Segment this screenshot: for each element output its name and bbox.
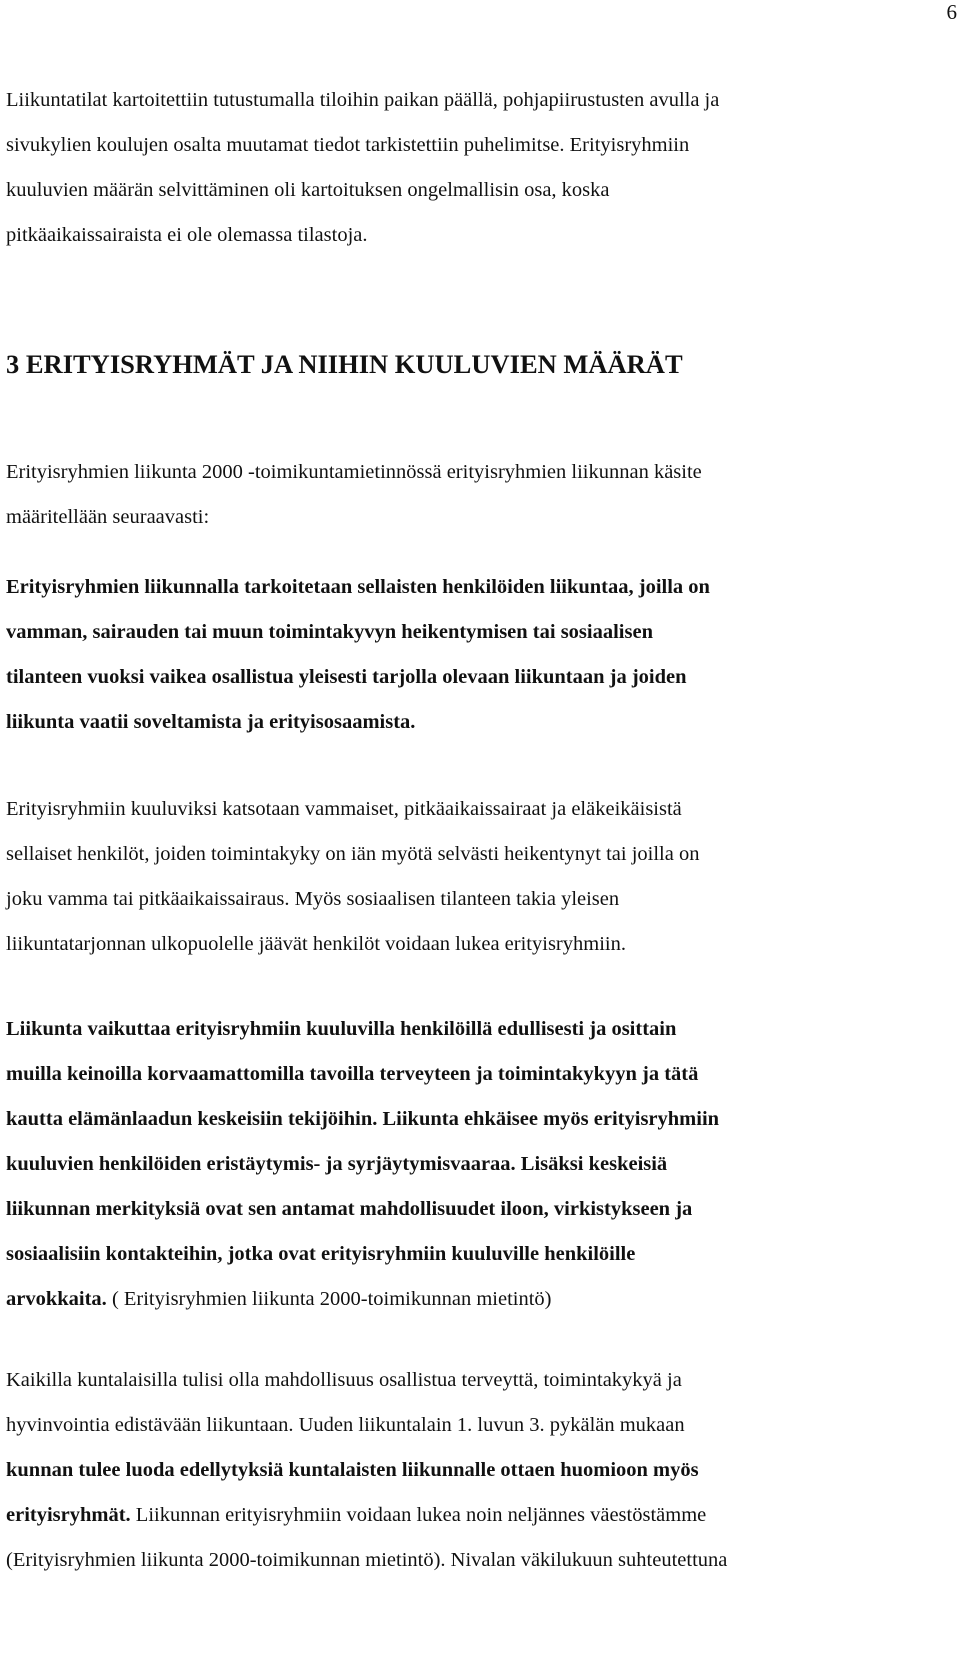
text-line: kunnan tulee luoda edellytyksiä kuntalaisten liikunnalle ottaen huomioon myös <box>6 1459 699 1481</box>
text-line: vamman, sairauden tai muun toimintakyvyn heikentymisen tai sosiaalisen <box>6 621 653 643</box>
text-line: kautta elämänlaadun keskeisiin tekijöihin. Liikunta ehkäisee myös erityisryhmiin <box>6 1108 720 1130</box>
text-line: tilanteen vuoksi vaikea osallistua yleisesti tarjolla olevaan liikuntaan ja joiden <box>6 666 687 688</box>
text-line: kuuluvien määrän selvittäminen oli kartoituksen ongelmallisin osa, koska <box>6 179 610 201</box>
definition-paragraph <box>6 565 946 745</box>
text-line: Kaikilla kuntalaisilla tulisi olla mahdollisuus osallistua terveyttä, toimintakykyä ja <box>6 1369 682 1391</box>
text-line: kuuluvien henkilöiden eristäytymis- ja syrjäytymisvaaraa. Lisäksi keskeisiä <box>6 1153 668 1175</box>
text-line: (Erityisryhmien liikunta 2000-toimikunnan mietintö). Nivalan väkilukuun suhteutettuna <box>6 1549 728 1571</box>
text-line <box>6 1493 946 1538</box>
text-line: hyvinvointia edistävään liikuntaan. Uuden liikuntalain 1. luvun 3. pykälän mukaan <box>6 1414 685 1436</box>
bold-text: arvokkaita. <box>6 1288 107 1310</box>
text-line: liikunnan merkityksiä ovat sen antamat mahdollisuudet iloon, virkistykseen ja <box>6 1198 693 1220</box>
text-line: sivukylien koulujen osalta muutamat tiedot tarkistettiin puhelimitse. Erityisryhmiin <box>6 134 690 156</box>
text-line: sosiaalisiin kontakteihin, jotka ovat erityisryhmiin kuuluville henkilöille <box>6 1243 636 1265</box>
normal-text: Liikunnan erityisryhmiin voidaan lukea noin neljännes väestöstämme <box>130 1504 707 1526</box>
intro-paragraph <box>6 78 946 258</box>
text-line: Erityisryhmien liikunta 2000 -toimikuntamietinnössä erityisryhmien liikunnan käsite <box>6 461 702 483</box>
text-line: muilla keinoilla korvaamattomilla tavoilla terveyteen ja toimintakykyyn ja tätä <box>6 1063 699 1085</box>
text-line: määritellään seuraavasti: <box>6 506 210 528</box>
benefits-paragraph <box>6 1007 946 1322</box>
members-paragraph <box>6 787 946 967</box>
definition-intro-paragraph <box>6 450 946 540</box>
law-paragraph <box>6 1358 946 1583</box>
text-line: Erityisryhmien liikunnalla tarkoitetaan sellaisten henkilöiden liikuntaa, joilla on <box>6 576 710 598</box>
page-number: 6 <box>946 0 957 24</box>
text-line: Erityisryhmiin kuuluviksi katsotaan vammaiset, pitkäaikaissairaat ja eläkeikäisistä <box>6 798 682 820</box>
text-line: pitkäaikaissairaista ei ole olemassa tilastoja. <box>6 224 368 246</box>
text-line: Liikuntatilat kartoitettiin tutustumalla tiloihin paikan päällä, pohjapiirustusten avulla ja <box>6 89 720 111</box>
text-line: joku vamma tai pitkäaikaissairaus. Myös sosiaalisen tilanteen takia yleisen <box>6 888 620 910</box>
text-line <box>6 1277 946 1322</box>
text-line: sellaiset henkilöt, joiden toimintakyky on iän myötä selvästi heikentynyt tai joilla on <box>6 843 700 865</box>
text-line: Liikunta vaikuttaa erityisryhmiin kuuluvilla henkilöillä edullisesti ja osittain <box>6 1018 677 1040</box>
text-line: liikuntatarjonnan ulkopuolelle jäävät henkilöt voidaan lukea erityisryhmiin. <box>6 933 626 955</box>
bold-text: erityisryhmät. <box>6 1504 131 1526</box>
citation-text: ( Erityisryhmien liikunta 2000-toimikunnan mietintö) <box>106 1288 552 1310</box>
text-line: liikunta vaatii soveltamista ja erityisosaamista. <box>6 711 416 733</box>
section-heading: 3 ERITYISRYHMÄT JA NIIHIN KUULUVIEN MÄÄRÄT <box>6 349 683 379</box>
